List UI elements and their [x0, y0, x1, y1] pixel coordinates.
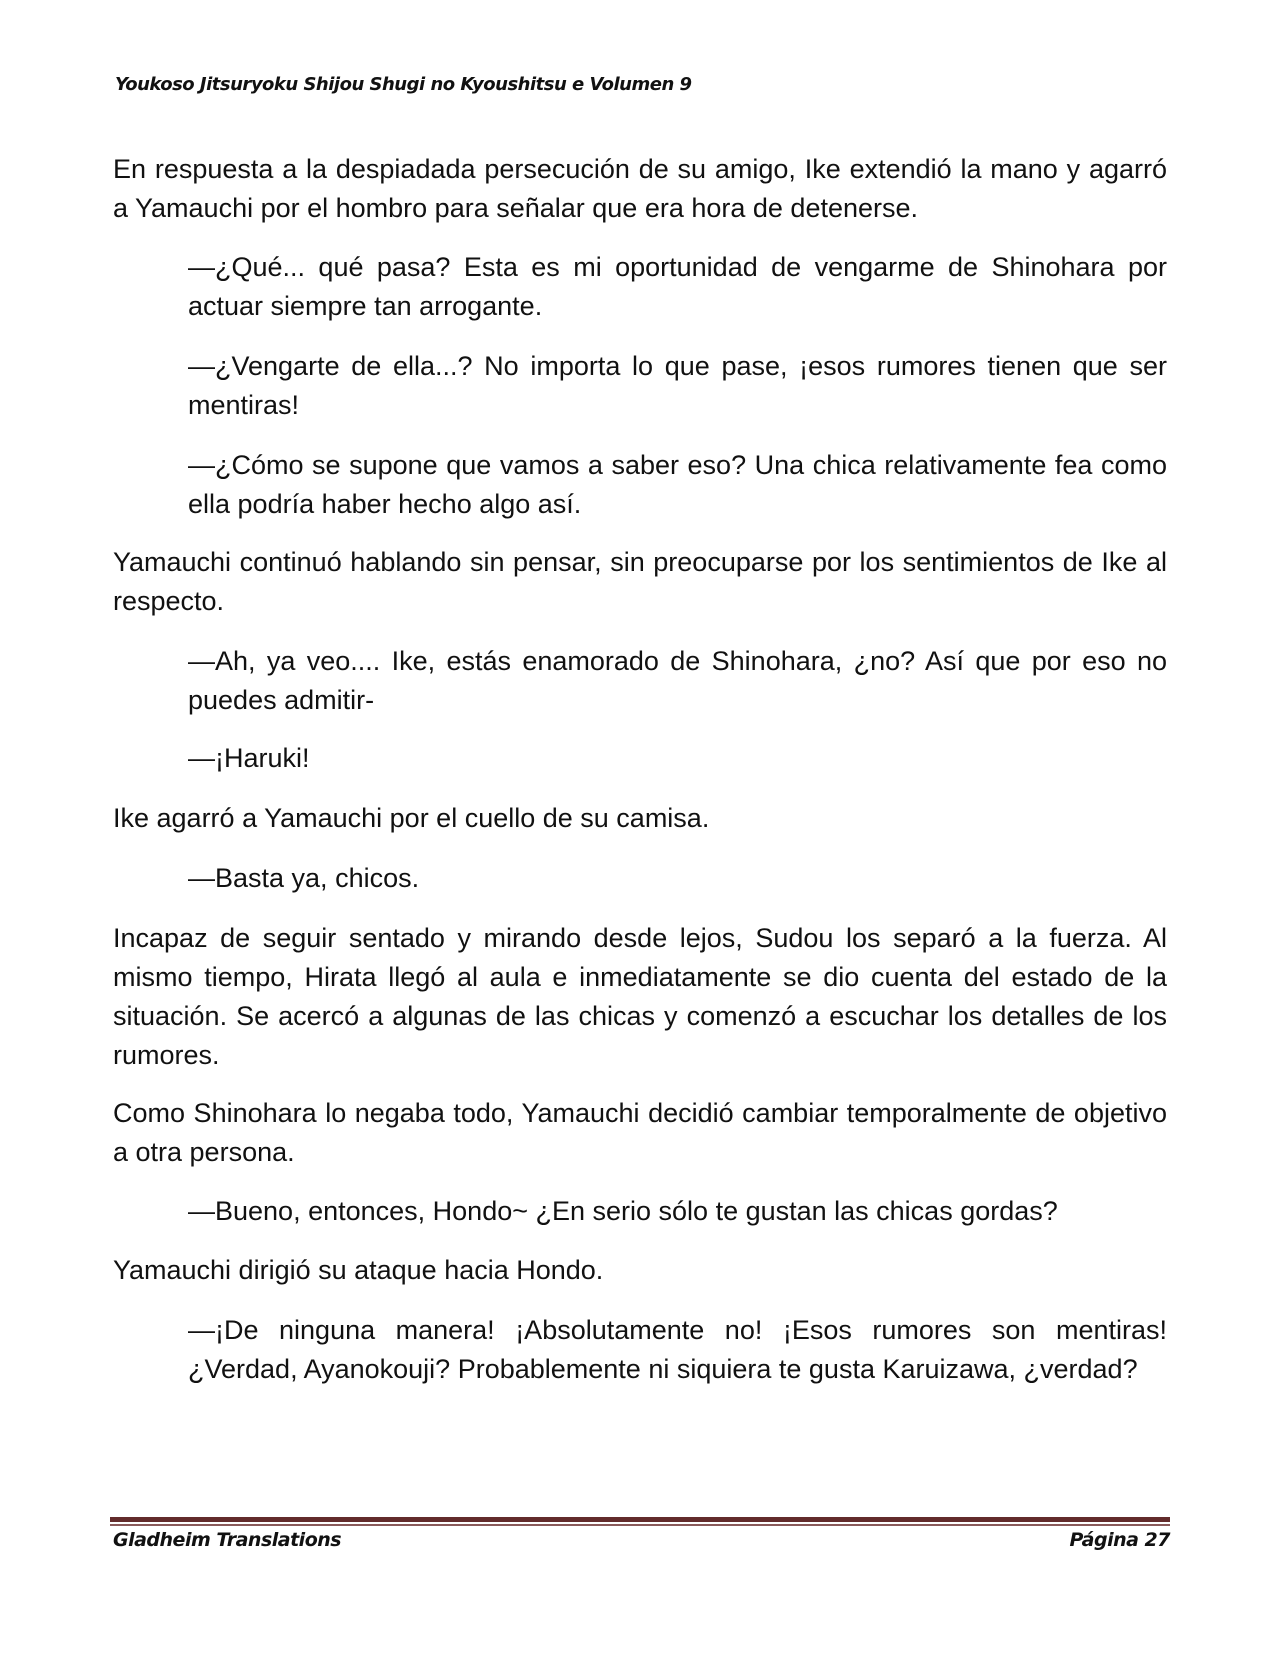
- footer-rule-thin: [110, 1524, 1170, 1526]
- paragraph-dialogue: —Basta ya, chicos.: [188, 863, 420, 893]
- paragraph-dialogue: —¡De ninguna manera! ¡Absolutamente no! ¡Esos rumores son mentiras! ¿Verdad, Ayanokouji? Probablemente ni siquiera te gusta Karuizawa, ¿verdad?: [188, 1315, 1167, 1384]
- paragraph-narration: Ike agarró a Yamauchi por el cuello de su camisa.: [113, 803, 710, 833]
- paragraph-narration: Como Shinohara lo negaba todo, Yamauchi decidió cambiar temporalmente de objetivo a otra persona.: [113, 1098, 1167, 1167]
- paragraph-dialogue: —Bueno, entonces, Hondo~ ¿En serio sólo te gustan las chicas gordas?: [188, 1196, 1058, 1226]
- paragraph-dialogue: —¿Vengarte de ella...? No importa lo que pase, ¡esos rumores tienen que ser mentiras!: [188, 351, 1167, 420]
- paragraph-dialogue: —¿Cómo se supone que vamos a saber eso? Una chica relativamente fea como ella podría haber hecho algo así.: [188, 450, 1167, 519]
- paragraph-narration: Yamauchi dirigió su ataque hacia Hondo.: [113, 1255, 604, 1285]
- paragraph-narration: Yamauchi continuó hablando sin pensar, sin preocuparse por los sentimientos de Ike al respecto.: [113, 547, 1167, 616]
- footer-translator: Gladheim Translations: [113, 1529, 342, 1551]
- footer-page-number: Página 27: [1069, 1529, 1170, 1551]
- paragraph-dialogue: —¡Haruki!: [188, 743, 310, 773]
- footer-rule-thick: [110, 1517, 1170, 1522]
- paragraph-dialogue: —Ah, ya veo.... Ike, estás enamorado de Shinohara, ¿no? Así que por eso no puedes admitir-: [188, 646, 1167, 715]
- running-header: Youkoso Jitsuryoku Shijou Shugi no Kyoushitsu e Volumen 9: [115, 74, 692, 95]
- paragraph-narration: En respuesta a la despiadada persecución de su amigo, Ike extendió la mano y agarró a Yamauchi por el hombro para señalar que era hora de detenerse.: [113, 154, 1167, 223]
- paragraph-narration: Incapaz de seguir sentado y mirando desde lejos, Sudou los separó a la fuerza. Al mismo tiempo, Hirata llegó al aula e inmediatamente se dio cuenta del estado de la situación. Se acercó a algunas de las chicas y comenzó a escuchar los detalles de los rumores.: [113, 923, 1167, 1070]
- paragraph-dialogue: —¿Qué... qué pasa? Esta es mi oportunidad de vengarme de Shinohara por actuar siempre tan arrogante.: [188, 252, 1167, 321]
